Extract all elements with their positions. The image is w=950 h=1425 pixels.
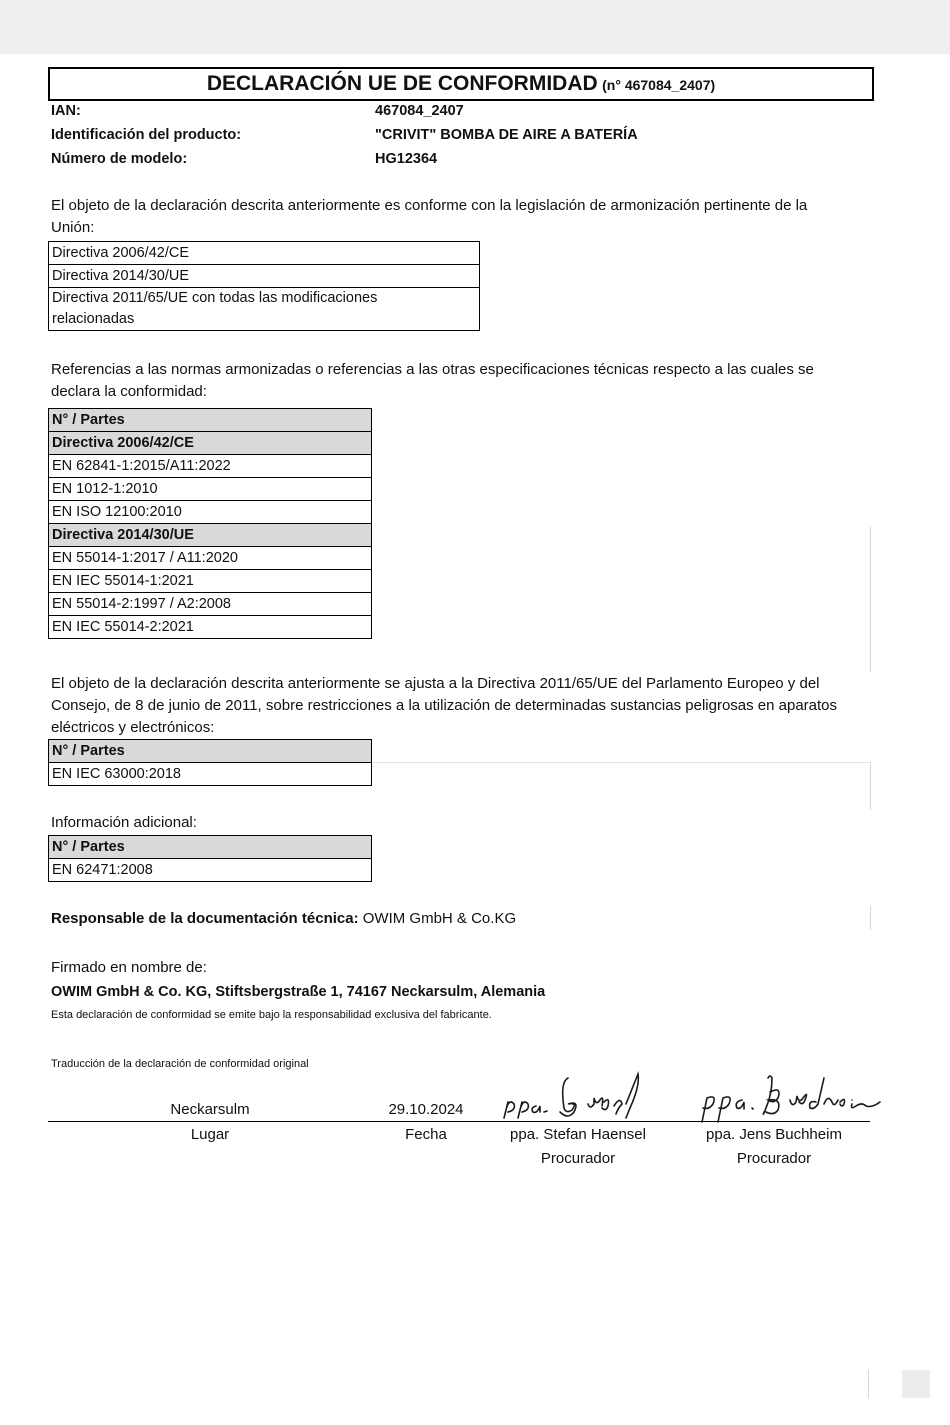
rohs-table bbox=[48, 739, 372, 786]
standards-table bbox=[48, 408, 372, 639]
signed-on-behalf-label: Firmado en nombre de: bbox=[51, 959, 207, 976]
rohs-statement: El objeto de la declaración descrita anteriormente se ajusta a la Directiva 2011/65/UE del Parlamento Europeo y del Consejo, de 8 de junio de 2011, sobre restricciones a la utilización de determinadas sustancias peligrosas en aparatos eléctricos y electrónicos: bbox=[51, 675, 838, 736]
directive-cell: Directiva 2006/42/CE bbox=[49, 242, 480, 265]
signer2-name: ppa. Jens Buchheim bbox=[706, 1126, 842, 1143]
scan-artifact-line bbox=[868, 1370, 869, 1398]
references-statement: Referencias a las normas armonizadas o referencias a las otras especificaciones técnicas respecto a las cuales se declara la conformidad: bbox=[51, 361, 814, 400]
standard-cell: EN IEC 63000:2018 bbox=[49, 763, 372, 786]
scan-artifact-line bbox=[870, 762, 871, 810]
signer1-role: Procurador bbox=[540, 1150, 616, 1167]
responsible-line bbox=[51, 908, 516, 930]
date-value: 29.10.2024 bbox=[388, 1101, 464, 1118]
signature-line bbox=[48, 1121, 870, 1122]
scan-artifact-line bbox=[870, 906, 871, 930]
manufacturer-responsibility-note: Esta declaración de conformidad se emite bajo la responsabilidad exclusiva del fabricante. bbox=[51, 1009, 492, 1021]
declaration-title-box bbox=[48, 67, 874, 101]
company-address: OWIM GmbH & Co. KG, Stiftsbergstraße 1, 74167 Neckarsulm, Alemania bbox=[51, 984, 546, 1000]
place-value: Neckarsulm bbox=[170, 1101, 250, 1118]
table-header: N° / Partes bbox=[49, 836, 372, 859]
declaration-number: (n° 467084_2407) bbox=[602, 77, 716, 93]
conformity-statement: El objeto de la declaración descrita anteriormente es conforme con la legislación de armonización pertinente de la Unión: bbox=[51, 197, 808, 236]
scan-artifact-line bbox=[372, 762, 870, 763]
additional-info-label: Información adicional: bbox=[51, 814, 197, 831]
place-label: Lugar bbox=[190, 1126, 230, 1143]
table-header: N° / Partes bbox=[49, 409, 372, 432]
directive-group-header: Directiva 2014/30/UE bbox=[49, 524, 372, 547]
directives-table bbox=[48, 241, 480, 331]
responsible-value: OWIM GmbH & Co.KG bbox=[362, 910, 517, 927]
translation-note: Traducción de la declaración de conformidad original bbox=[51, 1058, 309, 1070]
model-value: HG12364 bbox=[375, 151, 438, 167]
product-value: "CRIVIT" BOMBA DE AIRE A BATERÍA bbox=[375, 127, 638, 143]
responsible-label: Responsable de la documentación técnica: bbox=[51, 910, 359, 927]
standard-cell: EN ISO 12100:2010 bbox=[49, 501, 372, 524]
signature-haensel-image bbox=[498, 1068, 668, 1128]
ian-label: IAN: bbox=[51, 103, 81, 119]
directive-group-header: Directiva 2006/42/CE bbox=[49, 432, 372, 455]
standard-cell: EN 1012-1:2010 bbox=[49, 478, 372, 501]
standard-cell: EN IEC 55014-2:2021 bbox=[49, 616, 372, 639]
directive-cell: Directiva 2014/30/UE bbox=[49, 265, 480, 288]
top-bar bbox=[0, 0, 950, 54]
table-header: N° / Partes bbox=[49, 740, 372, 763]
model-label: Número de modelo: bbox=[51, 151, 188, 167]
declaration-title: DECLARACIÓN UE DE CONFORMIDAD bbox=[206, 72, 598, 95]
directive-cell: Directiva 2011/65/UE con todas las modificaciones relacionadas bbox=[49, 288, 480, 331]
signer1-name: ppa. Stefan Haensel bbox=[510, 1126, 646, 1143]
standard-cell: EN IEC 55014-1:2021 bbox=[49, 570, 372, 593]
product-label: Identificación del producto: bbox=[51, 127, 242, 143]
additional-info-table bbox=[48, 835, 372, 882]
page-corner-mark bbox=[902, 1370, 930, 1398]
standard-cell: EN 62841-1:2015/A11:2022 bbox=[49, 455, 372, 478]
ian-value: 467084_2407 bbox=[375, 103, 464, 119]
scan-artifact-line bbox=[870, 527, 871, 672]
standard-cell: EN 55014-2:1997 / A2:2008 bbox=[49, 593, 372, 616]
signature-buchheim-image bbox=[696, 1072, 891, 1127]
signer2-role: Procurador bbox=[736, 1150, 812, 1167]
standard-cell: EN 55014-1:2017 / A11:2020 bbox=[49, 547, 372, 570]
date-label: Fecha bbox=[405, 1126, 447, 1143]
standard-cell: EN 62471:2008 bbox=[49, 859, 372, 882]
